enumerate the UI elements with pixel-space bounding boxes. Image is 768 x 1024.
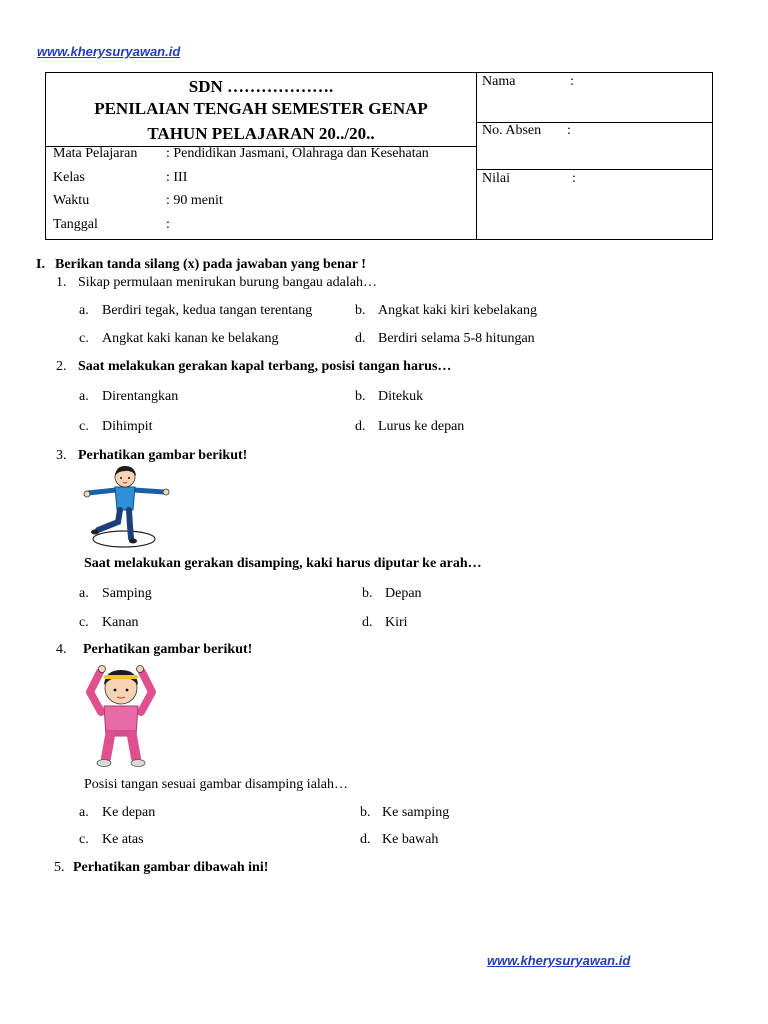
name-label: Nama <box>482 74 516 89</box>
option-letter: c. <box>79 832 89 847</box>
option-text[interactable]: Ke atas <box>102 832 144 847</box>
score-colon: : <box>572 171 576 186</box>
question-number: 1. <box>56 275 67 290</box>
divider <box>476 73 477 239</box>
option-letter: d. <box>362 615 373 630</box>
option-letter: b. <box>362 586 373 601</box>
website-link-bottom[interactable]: www.kherysuryawan.id <box>487 953 631 968</box>
option-text[interactable]: Berdiri selama 5-8 hitungan <box>378 331 535 346</box>
option-text[interactable]: Direntangkan <box>102 389 179 404</box>
field-value-subject: : Pendidikan Jasmani, Olahraga dan Kesehatan <box>166 146 429 161</box>
option-letter: d. <box>355 331 366 346</box>
option-text[interactable]: Ke depan <box>102 805 156 820</box>
field-label-subject: Mata Pelajaran <box>53 146 138 161</box>
option-letter: a. <box>79 389 89 404</box>
absen-label: No. Absen <box>482 123 542 138</box>
question-text: Perhatikan gambar dibawah ini! <box>73 860 269 875</box>
option-letter: b. <box>355 389 366 404</box>
section-number: I. <box>36 257 45 272</box>
question-prompt: Posisi tangan sesuai gambar disamping ialah… <box>84 777 349 792</box>
option-letter: c. <box>79 331 89 346</box>
field-value-date: : <box>166 217 170 232</box>
option-letter: b. <box>360 805 371 820</box>
option-text[interactable]: Depan <box>385 586 422 601</box>
school-name: SDN ………………. <box>188 77 334 96</box>
option-text[interactable]: Kiri <box>385 615 408 630</box>
option-letter: b. <box>355 303 366 318</box>
header-box <box>45 72 713 240</box>
field-label-time: Waktu <box>53 193 90 208</box>
question-text: Perhatikan gambar berikut! <box>78 448 248 463</box>
option-text[interactable]: Dihimpit <box>102 419 153 434</box>
option-text[interactable]: Berdiri tegak, kedua tangan terentang <box>102 303 313 318</box>
option-letter: a. <box>79 303 89 318</box>
option-letter: c. <box>79 419 89 434</box>
field-label-date: Tanggal <box>53 217 98 232</box>
field-label-class: Kelas <box>53 170 85 185</box>
option-text[interactable]: Ditekuk <box>378 389 424 404</box>
option-letter: a. <box>79 805 89 820</box>
field-value-time: : 90 menit <box>166 193 223 208</box>
section-instruction: Berikan tanda silang (x) pada jawaban yang benar ! <box>55 257 366 272</box>
website-link-top[interactable]: www.kherysuryawan.id <box>37 44 181 59</box>
arms-up-pose-illustration <box>84 660 158 768</box>
option-text[interactable]: Kanan <box>102 615 139 630</box>
option-text[interactable]: Ke bawah <box>382 832 439 847</box>
exam-title: PENILAIAN TENGAH SEMESTER GENAP <box>94 99 428 118</box>
absen-colon: : <box>567 123 571 138</box>
option-letter: a. <box>79 586 89 601</box>
option-letter: c. <box>79 615 89 630</box>
score-label: Nilai <box>482 171 510 186</box>
question-number: 2. <box>56 359 67 374</box>
school-year: TAHUN PELAJARAN 20../20.. <box>147 124 375 143</box>
question-text: Saat melakukan gerakan kapal terbang, posisi tangan harus… <box>78 359 452 374</box>
option-text[interactable]: Ke samping <box>382 805 450 820</box>
name-colon: : <box>570 74 574 89</box>
option-letter: d. <box>355 419 366 434</box>
question-prompt: Saat melakukan gerakan disamping, kaki harus diputar ke arah… <box>84 556 482 571</box>
question-number: 5. <box>54 860 65 875</box>
divider <box>476 169 713 170</box>
option-text[interactable]: Angkat kaki kanan ke belakang <box>102 331 279 346</box>
option-text[interactable]: Angkat kaki kiri kebelakang <box>378 303 538 318</box>
option-text[interactable]: Samping <box>102 586 152 601</box>
question-number: 4. <box>56 642 67 657</box>
option-text[interactable]: Lurus ke depan <box>378 419 465 434</box>
field-value-class: : III <box>166 170 188 185</box>
option-letter: d. <box>360 832 371 847</box>
question-number: 3. <box>56 448 67 463</box>
airplane-pose-illustration <box>82 466 170 552</box>
question-text: Sikap permulaan menirukan burung bangau adalah… <box>78 275 377 290</box>
question-text: Perhatikan gambar berikut! <box>83 642 253 657</box>
